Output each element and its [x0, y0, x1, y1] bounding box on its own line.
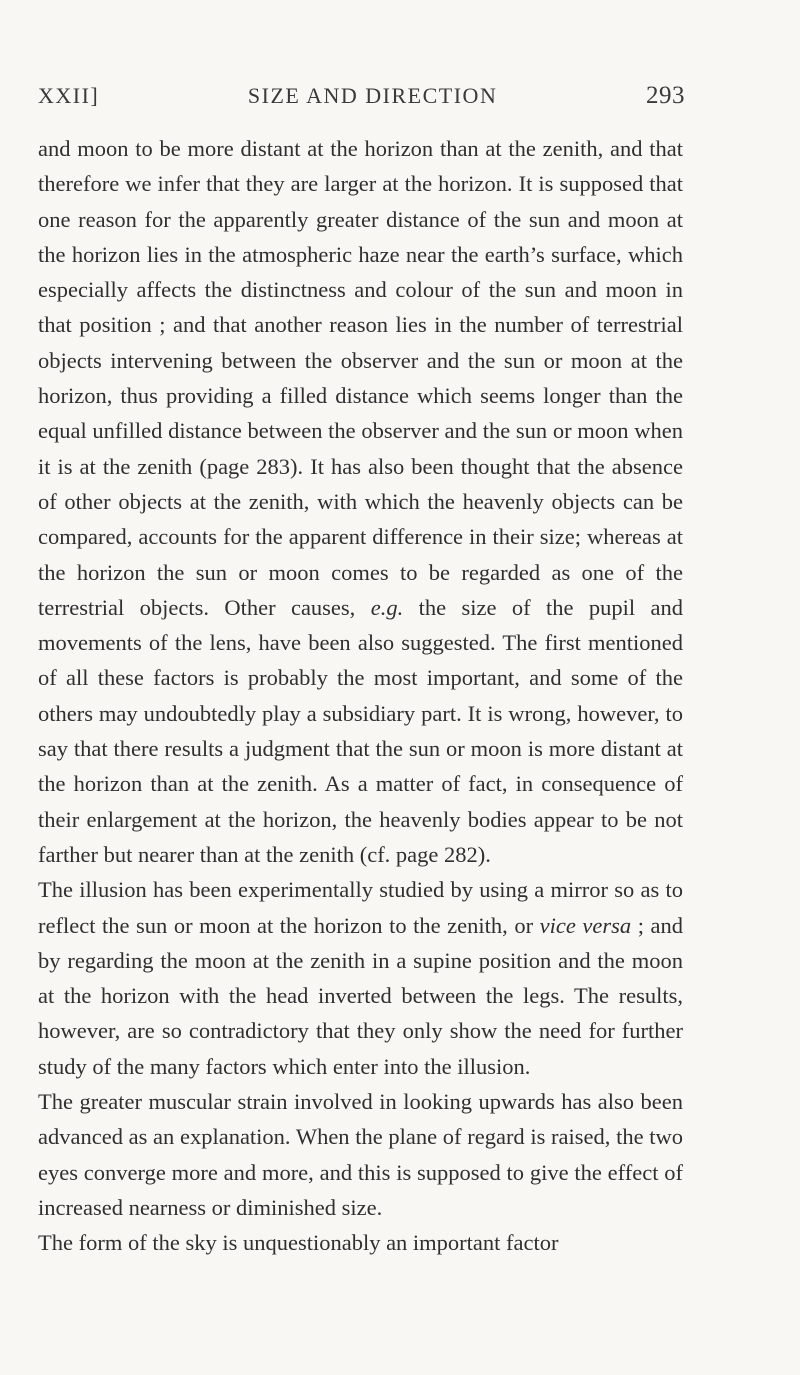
text-span: The illusion has been experimentally studied by using a mirror so as to reflect the sun or moon at the horizon to the zenith, or — [38, 877, 683, 938]
page-number: 293 — [645, 82, 685, 109]
text-span: The form of the sky is unquestionably an important factor — [38, 1230, 559, 1256]
text-span: The greater muscular strain involved in looking upwards has also been advanced as an explanation. When the plane of regard is raised, the two eyes converge more and more, and this is supposed to give the effect of increased nearness or diminished size. — [38, 1089, 683, 1220]
body-text — [38, 131, 683, 1261]
running-head — [38, 82, 685, 114]
paragraph-2 — [38, 872, 683, 1084]
italic-span: e.g. — [370, 594, 404, 620]
text-span: ; and by regarding the moon at the zenith in a supine position and the moon at the horizon with the head inverted between the legs. The results, however, are so contradictory that they only show the need for further study of the many factors which enter into the illusion. — [38, 912, 683, 1079]
paragraph-4 — [38, 1225, 683, 1260]
italic-span: vice versa — [539, 912, 632, 938]
paragraph-3 — [38, 1084, 683, 1225]
text-span: and moon to be more distant at the horizon than at the zenith, and that therefore we infer that they are larger at the horizon. It is supposed that one reason for the apparently greater distance of the sun and moon at the horizon lies in the atmospheric haze near the earth’s surface, which especially affects the distinctness and colour of the sun and moon in that position ; and that another reason lies in the number of terrestrial objects intervening between the observer and the sun or moon at the horizon, thus providing a filled distance which seems longer than the equal unfilled distance between the observer and the sun or moon when it is at the zenith (page 283). It has also been thought that the absence of other objects at the zenith, with which the heavenly objects can be compared, accounts for the apparent difference in their size; whereas at the horizon the sun or moon comes to be regarded as one of the terrestrial objects. Other causes, — [38, 136, 683, 620]
text-span: the size of the pupil and movements of the lens, have been also suggested. The first mentioned of all these factors is probably the most important, and some of the others may undoubtedly play a subsidiary part. It is wrong, however, to say that there results a judgment that the sun or moon is more distant at the horizon than at the zenith. As a matter of fact, in consequence of their enlargement at the horizon, the heavenly bodies appear to be not farther but nearer than at the zenith (cf. page 282). — [38, 594, 683, 867]
chapter-number: XXII] — [38, 83, 100, 108]
paragraph-1 — [38, 131, 683, 872]
running-title: SIZE AND DIRECTION — [247, 83, 498, 108]
